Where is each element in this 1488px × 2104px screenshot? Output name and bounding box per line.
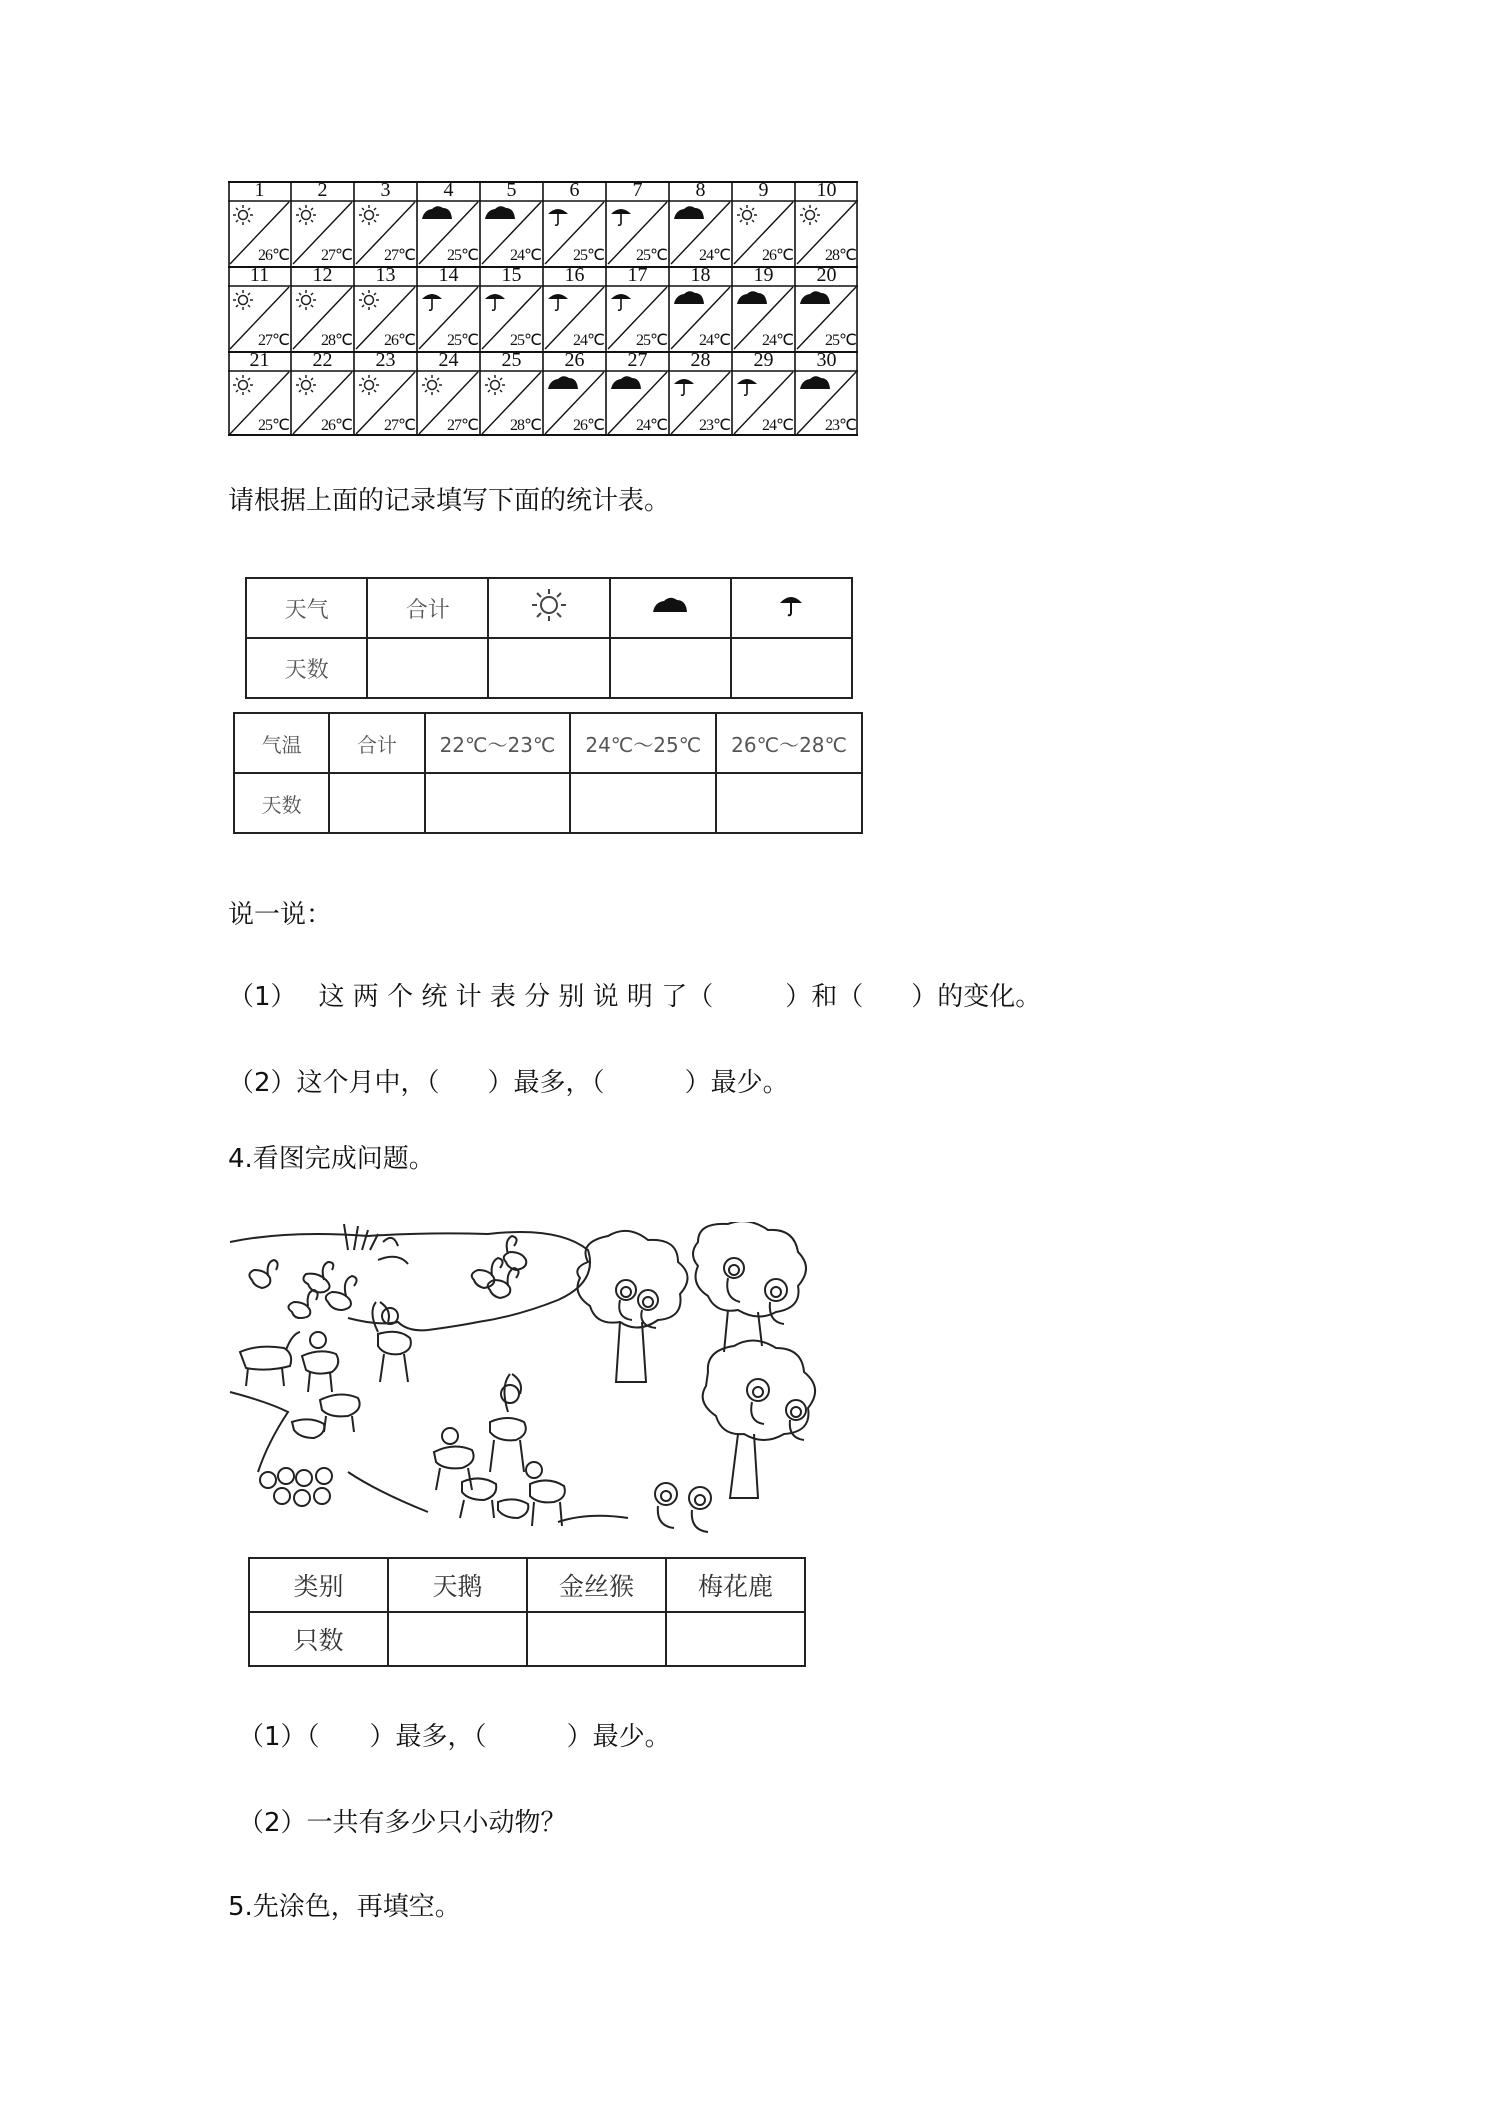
temperature-value: 28℃ [825, 247, 856, 264]
cloud-header [610, 578, 731, 638]
day-number: 12 [312, 264, 333, 286]
day-number: 14 [438, 264, 459, 286]
deer-icon [526, 1462, 565, 1526]
range-header: 24℃～25℃ [570, 713, 716, 773]
calendar-day-cell [291, 351, 354, 436]
answer-cell[interactable] [527, 1612, 666, 1666]
cloud-icon [609, 374, 635, 396]
monkey-icon [655, 1483, 677, 1528]
day-number: 25 [501, 349, 522, 371]
sun-icon [357, 374, 383, 396]
cloud-icon [650, 595, 690, 615]
question-text: （1）（ [238, 1722, 320, 1752]
calendar-day-cell [732, 181, 795, 266]
day-number: 16 [564, 264, 585, 286]
sun-icon [735, 204, 761, 226]
temperature-value: 25℃ [447, 332, 478, 349]
sun-icon [357, 204, 383, 226]
calendar-day-cell [480, 266, 543, 351]
temperature-value: 25℃ [573, 247, 604, 264]
swan-icon [303, 1262, 333, 1292]
temperature-value: 25℃ [636, 247, 667, 264]
temperature-value: 28℃ [321, 332, 352, 349]
deer-icon [490, 1374, 526, 1472]
calendar-day-cell [669, 351, 732, 436]
weather-calendar [228, 181, 858, 436]
temperature-value: 26℃ [573, 417, 604, 434]
deer-icon [460, 1478, 496, 1518]
answer-cell[interactable] [488, 638, 609, 698]
sun-icon [294, 374, 320, 396]
sun-icon [231, 374, 257, 396]
calendar-day-cell [795, 351, 858, 436]
temperature-value: 24℃ [762, 332, 793, 349]
calendar-day-cell [291, 266, 354, 351]
calendar-day-cell [354, 181, 417, 266]
discuss-heading: 说一说： [228, 900, 333, 930]
temperature-value: 24℃ [699, 247, 730, 264]
calendar-day-cell [228, 351, 291, 436]
umbrella-icon [546, 289, 572, 311]
total-header: 合计 [329, 713, 424, 773]
rain-header [731, 578, 852, 638]
temperature-value: 27℃ [384, 247, 415, 264]
answer-cell[interactable] [388, 1612, 527, 1666]
monkey-icon [747, 1379, 769, 1424]
calendar-day-cell [480, 351, 543, 436]
day-number: 28 [690, 349, 711, 371]
weather-header: 天气 [246, 578, 367, 638]
deer-icon [292, 1419, 324, 1438]
deer-icon [320, 1394, 360, 1432]
day-number: 19 [753, 264, 774, 286]
temperature-value: 24℃ [762, 417, 793, 434]
calendar-day-cell [543, 351, 606, 436]
day-number: 22 [312, 349, 333, 371]
temperature-value: 27℃ [447, 417, 478, 434]
question-text: ）和（ [785, 982, 864, 1012]
calendar-day-cell [354, 266, 417, 351]
instruction-text: 请根据上面的记录填写下面的统计表。 [228, 486, 671, 516]
cloud-icon [735, 289, 761, 311]
sun-icon [294, 204, 320, 226]
day-number: 23 [375, 349, 396, 371]
day-number: 27 [627, 349, 648, 371]
answer-cell[interactable] [425, 773, 571, 833]
swan-icon [472, 1258, 503, 1288]
temperature-value: 25℃ [510, 332, 541, 349]
swan-header: 天鹅 [388, 1558, 527, 1612]
sun-icon [420, 374, 446, 396]
range-header: 26℃～28℃ [716, 713, 862, 773]
temperature-value: 26℃ [321, 417, 352, 434]
day-number: 13 [375, 264, 396, 286]
calendar-day-cell [228, 181, 291, 266]
day-number: 7 [632, 179, 643, 201]
temperature-value: 26℃ [258, 247, 289, 264]
calendar-day-cell [795, 181, 858, 266]
calendar-day-cell [732, 351, 795, 436]
day-number: 21 [249, 349, 270, 371]
calendar-day-cell [543, 181, 606, 266]
calendar-day-cell [354, 351, 417, 436]
bush-icon [260, 1468, 332, 1506]
temperature-value: 27℃ [384, 417, 415, 434]
deer-header: 梅花鹿 [666, 1558, 805, 1612]
sun-icon [231, 289, 257, 311]
answer-cell[interactable] [610, 638, 731, 698]
category-header: 类别 [249, 1558, 388, 1612]
cloud-icon [672, 289, 698, 311]
answer-cell[interactable] [367, 638, 488, 698]
tree-icon [577, 1231, 687, 1382]
temperature-value: 26℃ [384, 332, 415, 349]
monkey-icon [689, 1487, 711, 1532]
calendar-day-cell [228, 266, 291, 351]
cloud-icon [798, 374, 824, 396]
calendar-day-cell [669, 181, 732, 266]
swan-icon [288, 1290, 317, 1318]
days-label: 天数 [234, 773, 329, 833]
monkey-icon [765, 1279, 787, 1324]
cloud-icon [420, 204, 446, 226]
umbrella-icon [735, 374, 761, 396]
umbrella-icon [609, 289, 635, 311]
days-label: 天数 [246, 638, 367, 698]
day-number: 4 [443, 179, 454, 201]
cloud-icon [798, 289, 824, 311]
calendar-day-cell [417, 266, 480, 351]
section-4-heading: 4.看图完成问题。 [228, 1144, 435, 1174]
question-text: ）的变化。 [911, 982, 1042, 1012]
temperature-value: 24℃ [699, 332, 730, 349]
sun-icon [231, 204, 257, 226]
sun-header [488, 578, 609, 638]
sun-icon [798, 204, 824, 226]
day-number: 15 [501, 264, 522, 286]
calendar-day-cell [417, 351, 480, 436]
temperature-value: 28℃ [510, 417, 541, 434]
umbrella-icon [777, 592, 805, 618]
sun-icon [483, 374, 509, 396]
tree-icon [693, 1222, 806, 1352]
temperature-stats-table [233, 712, 863, 834]
question-1b [228, 1066, 789, 1100]
answer-cell[interactable] [329, 773, 424, 833]
cloud-icon [483, 204, 509, 226]
question-text: （2）这个月中，（ [228, 1068, 440, 1098]
day-number: 26 [564, 349, 585, 371]
umbrella-icon [420, 289, 446, 311]
question-text: 这 两 个 统 计 表 分 别 说 明 了（ [318, 982, 714, 1012]
question-4-2: （2）一共有多少只小动物？ [238, 1808, 567, 1838]
temperature-value: 27℃ [321, 247, 352, 264]
cloud-icon [546, 374, 572, 396]
day-number: 5 [506, 179, 517, 201]
temperature-value: 24℃ [573, 332, 604, 349]
sun-icon [357, 289, 383, 311]
animal-count-table [248, 1557, 806, 1667]
umbrella-icon [546, 204, 572, 226]
day-number: 2 [317, 179, 328, 201]
sun-icon [526, 587, 572, 623]
swan-icon [326, 1276, 357, 1310]
day-number: 11 [249, 264, 270, 286]
temperature-value: 25℃ [636, 332, 667, 349]
temperature-value: 25℃ [447, 247, 478, 264]
calendar-day-cell [543, 266, 606, 351]
day-number: 6 [569, 179, 580, 201]
calendar-day-cell [669, 266, 732, 351]
day-number: 24 [438, 349, 459, 371]
temperature-value: 23℃ [699, 417, 730, 434]
umbrella-icon [483, 289, 509, 311]
day-number: 10 [816, 179, 837, 201]
swan-icon [249, 1260, 277, 1288]
umbrella-icon [609, 204, 635, 226]
range-header: 22℃～23℃ [425, 713, 571, 773]
animal-scene-illustration [228, 1222, 858, 1547]
day-number: 29 [753, 349, 774, 371]
count-label: 只数 [249, 1612, 388, 1666]
day-number: 9 [758, 179, 769, 201]
temperature-value: 25℃ [825, 332, 856, 349]
umbrella-icon [672, 374, 698, 396]
weather-stats-table [245, 577, 853, 699]
temperature-value: 23℃ [825, 417, 856, 434]
monkey-icon [616, 1280, 636, 1320]
calendar-day-cell [291, 181, 354, 266]
day-number: 3 [380, 179, 391, 201]
calendar-day-cell [480, 181, 543, 266]
monkey-icon [724, 1258, 744, 1302]
monkey-header: 金丝猴 [527, 1558, 666, 1612]
calendar-day-cell [606, 266, 669, 351]
answer-cell[interactable] [570, 773, 716, 833]
calendar-day-cell [606, 181, 669, 266]
question-text: ）最多，（ [487, 1068, 605, 1098]
calendar-day-cell [606, 351, 669, 436]
calendar-day-cell [417, 181, 480, 266]
sun-icon [294, 289, 320, 311]
calendar-day-cell [732, 266, 795, 351]
question-text: ）最多，（ [369, 1722, 487, 1752]
temperature-value: 24℃ [636, 417, 667, 434]
day-number: 8 [695, 179, 706, 201]
section-5-heading: 5.先涂色，再填空。 [228, 1892, 461, 1922]
day-number: 18 [690, 264, 711, 286]
deer-icon [498, 1499, 528, 1518]
deer-icon [240, 1332, 300, 1386]
temperature-value: 25℃ [258, 417, 289, 434]
question-text: ）最少。 [566, 1722, 671, 1752]
answer-cell[interactable] [716, 773, 862, 833]
day-number: 1 [254, 179, 265, 201]
deer-icon [302, 1332, 338, 1392]
question-text: ）最少。 [684, 1068, 789, 1098]
answer-cell[interactable] [666, 1612, 805, 1666]
question-4-1 [238, 1720, 671, 1754]
answer-cell[interactable] [731, 638, 852, 698]
temperature-value: 26℃ [762, 247, 793, 264]
question-number: （1） [228, 982, 297, 1012]
temperature-header: 气温 [234, 713, 329, 773]
cloud-icon [672, 204, 698, 226]
day-number: 17 [627, 264, 648, 286]
day-number: 20 [816, 264, 837, 286]
temperature-value: 24℃ [510, 247, 541, 264]
question-1a [228, 980, 1041, 1014]
deer-icon [372, 1302, 410, 1382]
temperature-value: 27℃ [258, 332, 289, 349]
total-header: 合计 [367, 578, 488, 638]
swan-icon [504, 1236, 527, 1270]
calendar-day-cell [795, 266, 858, 351]
day-number: 30 [816, 349, 837, 371]
